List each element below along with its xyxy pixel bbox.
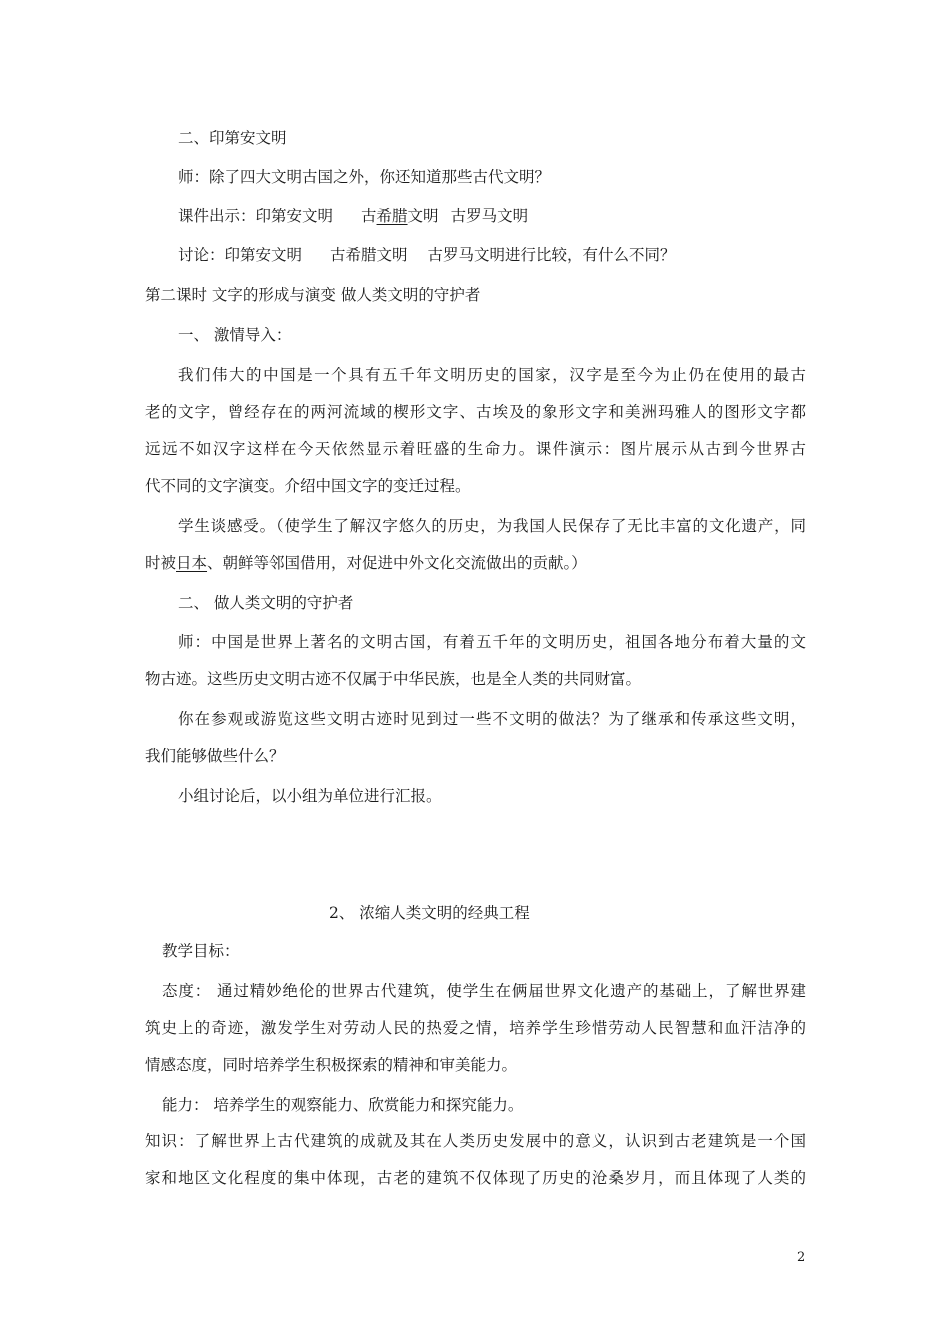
feelings-para-line [145, 553, 810, 573]
japan-link[interactable]: 日本 [176, 554, 208, 572]
chapter-title: 2、 浓缩人类文明的经典工程 [329, 904, 530, 922]
feelings-pre: 时被 [145, 554, 177, 572]
attitude-line: 情感态度，同时培养学生积极探索的精神和审美能力。 [145, 1056, 518, 1074]
group-report: 小组讨论后，以小组为单位进行汇报。 [178, 787, 442, 805]
discussion-prefix: 讨论：印第安文明 [178, 246, 303, 264]
goals-heading: 教学目标： [162, 942, 240, 960]
slide-prefix: 课件出示：印第安文明 [178, 207, 334, 225]
section-heading-india: 二、印第安文明 [178, 129, 287, 147]
intro-para-line: 老的文字，曾经存在的两河流域的楔形文字、古埃及的象形文字和美洲玛雅人的图形文字都 [145, 403, 806, 421]
discussion-item3: 古罗马文明进行比较，有什么不同？ [427, 246, 676, 264]
discussion-item2: 古希腊文明 [330, 246, 408, 264]
teacher-question: 师：除了四大文明古国之外，你还知道那些古代文明？ [178, 168, 551, 186]
ability-line: 能力： 培养学生的观察能力、欣赏能力和探究能力。 [162, 1096, 524, 1114]
slide-item2-pre: 古 [361, 207, 377, 225]
attitude-line: 筑史上的奇迹，激发学生对劳动人民的热爱之情，培养学生珍惜劳动人民智慧和血汗洁净的 [145, 1019, 806, 1037]
slide-list [178, 206, 843, 226]
intro-heading: 一、 激情导入： [178, 326, 292, 344]
question-para-line: 你在参观或游览这些文明古迹时见到过一些不文明的做法？为了继承和传承这些文明， [178, 710, 806, 728]
attitude-line: 态度： 通过精妙绝伦的世界古代建筑，使学生在俩届世界文化遗产的基础上，了解世界建 [162, 982, 806, 1000]
greece-link[interactable]: 希腊 [376, 207, 408, 225]
intro-para-line: 远远不如汉字这样在今天依然显示着旺盛的生命力。课件演示：图片展示从古到今世界古 [145, 440, 806, 458]
guardian-para-line: 物古迹。这些历史文明古迹不仅属于中华民族，也是全人类的共同财富。 [145, 670, 642, 688]
knowledge-line: 家和地区文化程度的集中体现，古老的建筑不仅体现了历史的沧桑岁月，而且体现了人类的 [145, 1169, 806, 1187]
question-para-line: 我们能够做些什么？ [145, 747, 285, 765]
guardian-heading: 二、 做人类文明的守护者 [178, 594, 354, 612]
feelings-para-line: 学生谈感受。（使学生了解汉字悠久的历史，为我国人民保存了无比丰富的文化遗产，同 [178, 517, 806, 535]
slide-item2-post: 文明 [407, 207, 439, 225]
intro-para-line: 我们伟大的中国是一个具有五千年文明历史的国家，汉字是至今为止仍在使用的最古 [178, 366, 806, 384]
intro-para-line: 代不同的文字演变。介绍中国文字的变迁过程。 [145, 477, 471, 495]
page-number: 2 [797, 1250, 806, 1265]
knowledge-line: 知识：了解世界上古代建筑的成就及其在人类历史发展中的意义，认识到古老建筑是一个国 [145, 1132, 806, 1150]
discussion-line [178, 245, 843, 265]
guardian-para-line: 师：中国是世界上著名的文明古国，有着五千年的文明历史，祖国各地分布着大量的文 [178, 633, 806, 651]
feelings-post: 、朝鲜等邻国借用，对促进中外文化交流做出的贡献。） [207, 554, 587, 572]
lesson2-title: 第二课时 文字的形成与演变 做人类文明的守护者 [145, 286, 481, 304]
slide-item3: 古罗马文明 [450, 207, 529, 225]
